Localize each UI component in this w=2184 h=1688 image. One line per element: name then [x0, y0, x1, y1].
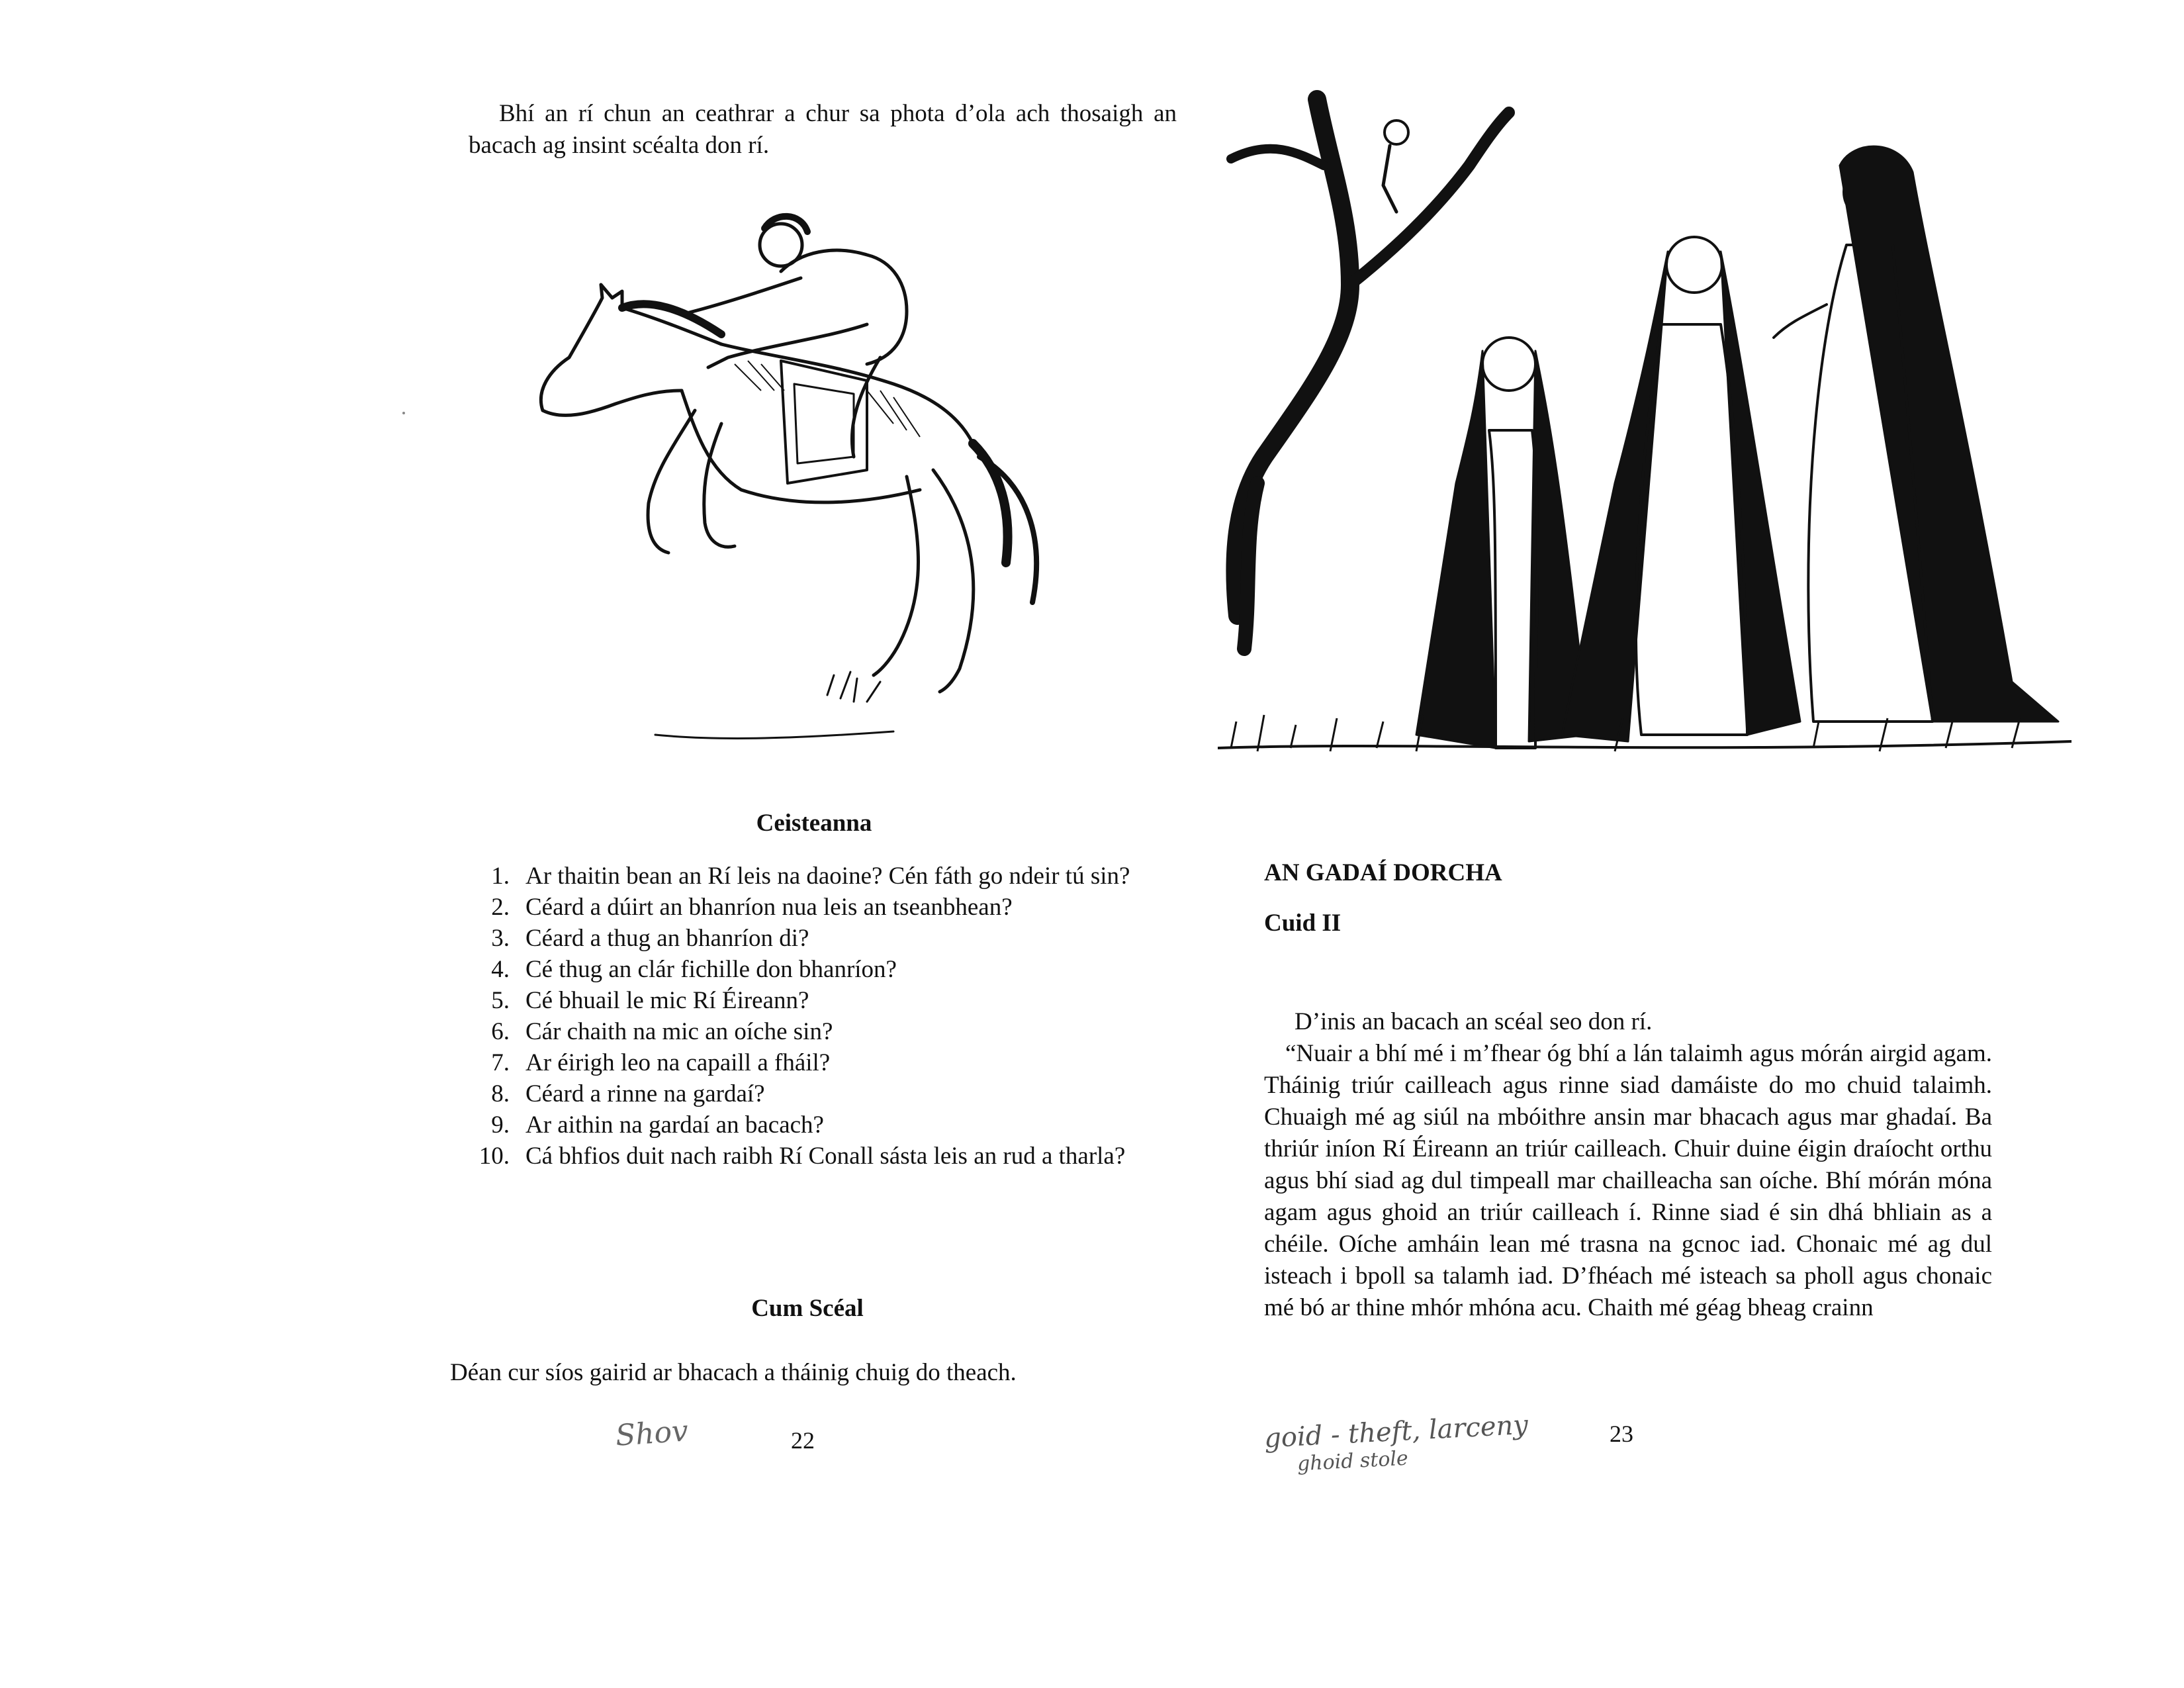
question-text: Cé thug an clár fichille don bhanríon? [525, 956, 897, 983]
compose-instruction: Déan cur síos gairid ar bhacach a tháinig chuig do theach. [450, 1359, 1017, 1386]
question-item [462, 892, 1163, 923]
question-number: 9. [491, 1111, 510, 1139]
question-item [462, 923, 1163, 954]
compose-heading: Cum Scéal [751, 1295, 864, 1322]
question-item [462, 954, 1163, 985]
question-text: Cé bhuail le mic Rí Éireann? [525, 987, 809, 1014]
question-text: Céard a dúirt an bhanríon nua leis an tseanbhean? [525, 894, 1013, 921]
question-number: 5. [491, 987, 510, 1014]
question-text: Céard a thug an bhanríon di? [525, 925, 809, 952]
story-lead: D’inis an bacach an scéal seo don rí. [1295, 1008, 1653, 1035]
question-number: 10. [478, 1143, 510, 1170]
story-body: “Nuair a bhí mé i m’fhear óg bhí a lán talaimh agus mórán airgid agam. Tháinig triúr cailleach agus rinne siad damáiste do mo chuid talaimh. Chuaigh mé ag siúl na mbóithre ansin mar bhacach agus mar ghadaí. Ba thriúr iníon Rí Éireann an triúr cailleach. Chuir duine éigin draíocht orthu agus bhí siad ag dul timpeall mar chailleacha san oíche. Bhí mórán móna agam agus ghoid an triúr cailleach í. Rinne siad é sin dhá bhliain as a chéile. Oíche amháin lean mé trasna na gcnoc iad. Chonaic mé ag dul isteach i bpoll sa talamh iad. D’fhéach mé isteach sa pholl agus chonaic mé bó ar thine mhór mhóna acu. Chaith mé géag bheag crainn [1264, 1040, 1992, 1321]
question-item [462, 1078, 1163, 1109]
scan-speck [402, 412, 405, 414]
question-number: 2. [491, 894, 510, 921]
question-text: Ar éirigh leo na capaill a fháil? [525, 1049, 831, 1076]
question-item [462, 1141, 1163, 1172]
handwritten-note-right-2: ghoid stole [1297, 1446, 1409, 1476]
page-number-left: 22 [791, 1427, 815, 1454]
question-number: 3. [491, 925, 510, 952]
question-number: 4. [491, 956, 510, 983]
tree-women-illustration [1218, 86, 2071, 781]
questions-list [462, 861, 1163, 1172]
question-text: Ar thaitin bean an Rí leis na daoine? Cén fáth go ndeir tú sin? [525, 863, 1130, 890]
horse-rider-illustration [523, 192, 1118, 774]
question-number: 6. [491, 1018, 510, 1045]
question-number: 7. [491, 1049, 510, 1076]
question-text: Céard a rinne na gardaí? [525, 1080, 765, 1107]
question-number: 1. [491, 863, 510, 890]
question-item [462, 1109, 1163, 1141]
story-title: AN GADAÍ DORCHA [1264, 859, 1502, 886]
question-item [462, 985, 1163, 1016]
question-number: 8. [491, 1080, 510, 1107]
question-item [462, 861, 1163, 892]
question-text: Cár chaith na mic an oíche sin? [525, 1018, 833, 1045]
handwritten-note-right: goid - theft, larceny [1263, 1409, 1529, 1454]
intro-paragraph: Bhí an rí chun an ceathrar a chur sa phota d’ola ach thosaigh an bacach ag insint scéalta don rí. [469, 100, 1177, 159]
page-number-right: 23 [1610, 1421, 1633, 1447]
handwritten-note-left: Shov [614, 1414, 690, 1453]
question-item [462, 1047, 1163, 1078]
questions-heading: Ceisteanna [756, 810, 872, 837]
question-text: Cá bhfios duit nach raibh Rí Conall sásta leis an rud a tharla? [525, 1143, 1126, 1170]
story-subtitle: Cuid II [1264, 910, 1342, 937]
question-text: Ar aithin na gardaí an bacach? [525, 1111, 824, 1139]
question-item [462, 1016, 1163, 1047]
